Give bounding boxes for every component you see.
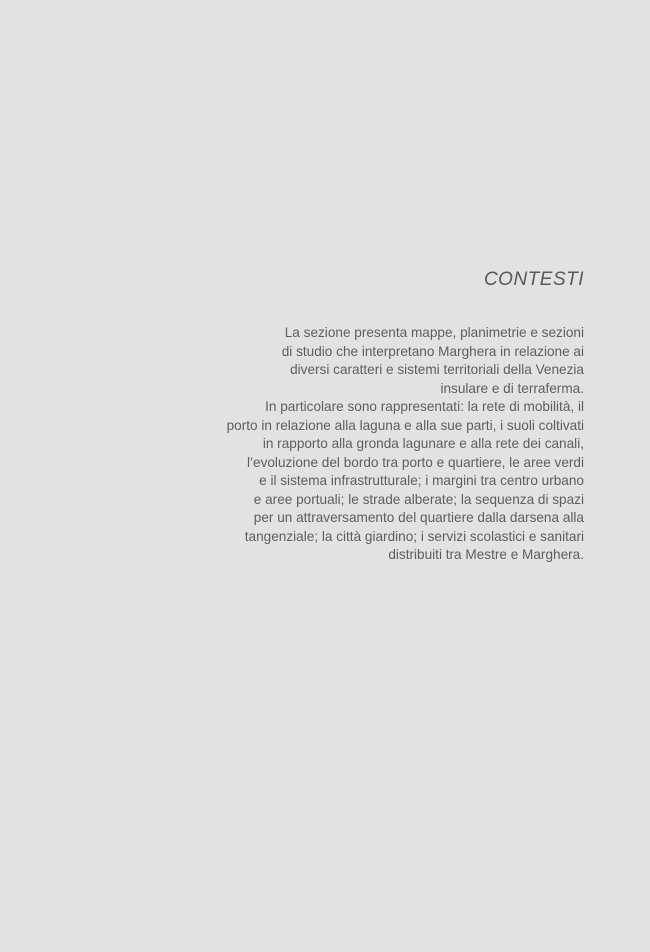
description-line: tangenziale; la città giardino; i servizi scolastici e sanitari <box>244 528 584 544</box>
description-line: diversi caratteri e sistemi territoriali della Venezia <box>290 362 584 377</box>
description-line: l’evoluzione del bordo tra porto e quartiere, le aree verdi <box>246 454 584 470</box>
description-line: porto in relazione alla laguna e alla sue parti, i suoli coltivati <box>226 417 584 433</box>
description-line: e aree portuali; le strade alberate; la sequenza di spazi <box>253 491 584 507</box>
description-line: distribuiti tra Mestre e Marghera. <box>388 547 584 562</box>
description-line: In particolare sono rappresentati: la rete di mobilità, il <box>265 399 584 414</box>
description-line: insulare e di terraferma. <box>440 380 584 396</box>
section-description <box>144 324 584 565</box>
description-line: La sezione presenta mappe, planimetrie e sezioni <box>284 325 584 340</box>
description-line: in rapporto alla gronda lagunare e alla rete dei canali, <box>262 436 584 451</box>
section-title: CONTESTI <box>483 269 584 290</box>
description-line: per un attraversamento del quartiere dalla darsena alla <box>253 510 584 525</box>
description-line: e il sistema infrastrutturale; i margini tra centro urbano <box>259 473 584 488</box>
description-line: di studio che interpretano Marghera in relazione ai <box>281 343 584 359</box>
